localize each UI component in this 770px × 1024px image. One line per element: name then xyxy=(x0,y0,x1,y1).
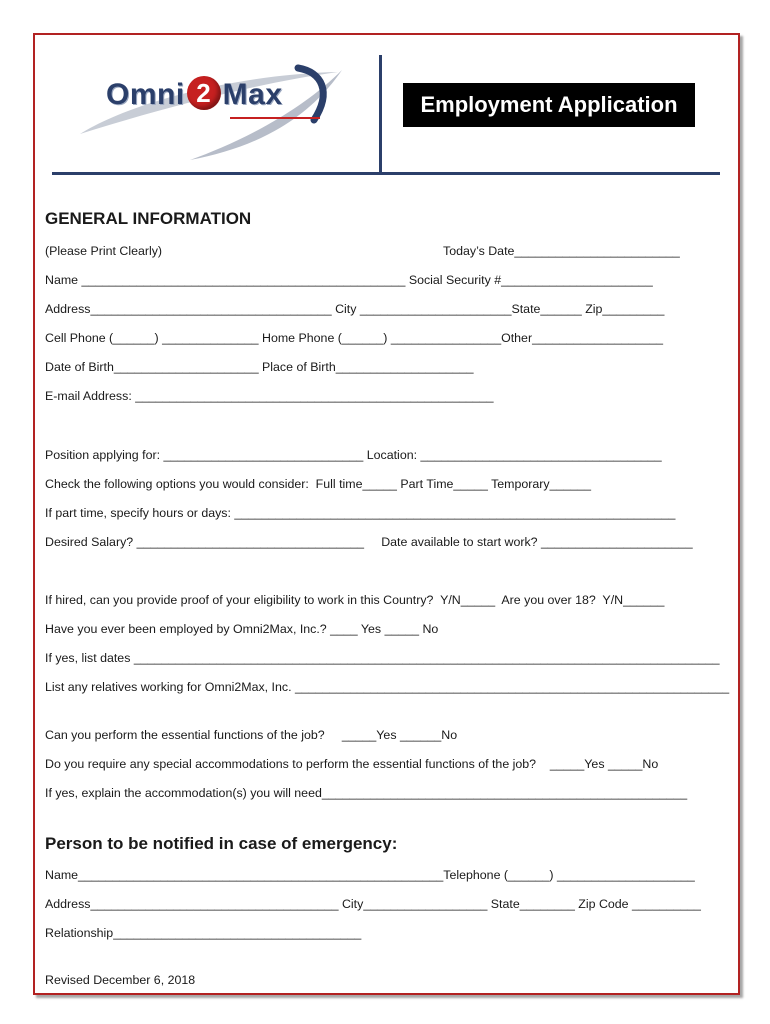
address-field[interactable]: Address___________________________________ City ______________________State______ Zip_________ xyxy=(45,302,665,316)
employment-options-field[interactable]: Check the following options you would consider: Full time_____ Part Time_____ Temporary______ xyxy=(45,477,591,491)
phone-field[interactable]: Cell Phone (______) ______________ Home Phone (______) ________________Other___________________ xyxy=(45,331,664,345)
page-title: Employment Application xyxy=(403,83,695,127)
name-ssn-field[interactable]: Name _______________________________________________ Social Security #______________________ xyxy=(45,273,653,287)
revision-date: Revised December 6, 2018 xyxy=(45,973,196,987)
email-field[interactable]: E-mail Address: ____________________________________________________ xyxy=(45,389,494,403)
omni2max-logo xyxy=(70,62,350,162)
general-information-heading: GENERAL INFORMATION xyxy=(45,209,252,228)
position-location-field[interactable]: Position applying for: _____________________________ Location: ___________________________________ xyxy=(45,448,662,462)
header-horizontal-divider xyxy=(52,172,720,175)
prior-dates-field[interactable]: If yes, list dates _____________________________________________________________________________________ xyxy=(45,651,720,665)
emergency-address-field[interactable]: Address____________________________________ City__________________ State________ Zip Code __________ xyxy=(45,897,701,911)
essential-functions-field[interactable]: Can you perform the essential functions of the job? _____Yes ______No xyxy=(45,728,458,742)
salary-start-date-field[interactable]: Desired Salary? _________________________________ Date available to start work? ______________________ xyxy=(45,535,693,549)
part-time-hours-field[interactable]: If part time, specify hours or days: ________________________________________________________________ xyxy=(45,506,676,520)
print-note: (Please Print Clearly) xyxy=(45,244,163,258)
birth-field[interactable]: Date of Birth_____________________ Place of Birth____________________ xyxy=(45,360,474,374)
header-vertical-divider xyxy=(379,55,382,175)
logo-wordmark: Omni 2 Max xyxy=(106,78,283,111)
eligibility-field[interactable]: If hired, can you provide proof of your eligibility to work in this Country? Y/N_____ Are you over 18? Y/N______ xyxy=(45,593,665,607)
relatives-field[interactable]: List any relatives working for Omni2Max, Inc. _______________________________________________________________ xyxy=(45,680,730,694)
emergency-name-phone-field[interactable]: Name_____________________________________________________Telephone (______) ____________________ xyxy=(45,868,695,882)
prior-employment-field[interactable]: Have you ever been employed by Omni2Max, Inc.? ____ Yes _____ No xyxy=(45,622,439,636)
todays-date-field[interactable]: Today’s Date________________________ xyxy=(443,244,680,258)
emergency-contact-heading: Person to be notified in case of emergency: xyxy=(45,834,398,853)
emergency-relationship-field[interactable]: Relationship____________________________________ xyxy=(45,926,362,940)
accommodations-explain-field[interactable]: If yes, explain the accommodation(s) you will need_____________________________________________________ xyxy=(45,786,688,800)
accommodations-field[interactable]: Do you require any special accommodations to perform the essential functions of the job? _____Yes _____No xyxy=(45,757,659,771)
